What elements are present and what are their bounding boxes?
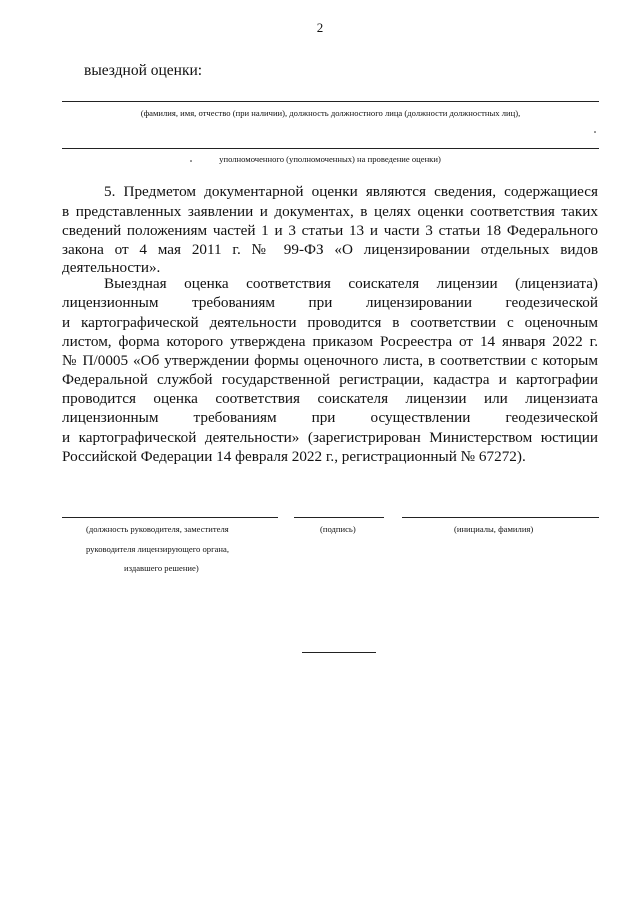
paragraph-1-line: сведений положениям частей 1 и 3 статьи 13 и части 3 статьи 18 Федерального: [62, 222, 598, 239]
paragraph-2-line: лицензионным требованиям при осуществлении геодезической: [62, 409, 598, 426]
paragraph-1-line: деятельности».: [62, 259, 161, 276]
end-of-document-line: [302, 652, 376, 653]
speck: [594, 131, 596, 133]
paragraph-2-line: Выездная оценка соответствия соискателя лицензии (лицензиата): [104, 275, 598, 292]
paragraph-1-line: 5. Предметом документарной оценки являются сведения, содержащиеся: [104, 183, 598, 200]
officials-caption: (фамилия, имя, отчество (при наличии), должность должностного лица (должности должностных лиц),: [140, 108, 521, 118]
position-caption-line: (должность руководителя, заместителя: [86, 524, 229, 534]
authorized-fill-line: [62, 148, 599, 149]
paragraph-1-line: в представленных заявлении и документах, в целях оценки соответствия таких: [62, 203, 598, 220]
paragraph-2-line: проводится оценка соответствия соискателя лицензии или лицензиата: [62, 390, 598, 407]
signature-caption: (подпись): [320, 524, 356, 534]
paragraph-2-line: листом, форма которого утверждена приказом Росреестра от 14 января 2022 г.: [62, 333, 598, 350]
signature-fill-line: [294, 517, 384, 518]
paragraph-2-line: Российской Федерации 14 февраля 2022 г., регистрационный № 67272).: [62, 448, 526, 465]
paragraph-1-line: закона от 4 мая 2011 г. № 99-ФЗ «О лицензировании отдельных видов: [62, 241, 598, 258]
initials-caption: (инициалы, фамилия): [454, 524, 534, 534]
page-number: 2: [316, 20, 324, 35]
position-caption-line: издавшего решение): [124, 563, 199, 573]
paragraph-2-line: лицензионным требованиям при лицензировании геодезической: [62, 294, 598, 311]
officials-fill-line: [62, 101, 599, 102]
speck: [190, 160, 192, 162]
position-caption-line: руководителя лицензирующего органа,: [86, 544, 229, 554]
initials-fill-line: [402, 517, 599, 518]
paragraph-2-line: Федеральной службой государственной регистрации, кадастра и картографии: [62, 371, 598, 388]
position-fill-line: [62, 517, 278, 518]
paragraph-2-line: и картографической деятельности проводится в соответствии с оценочным: [62, 314, 598, 331]
section-heading: выездной оценки:: [84, 62, 203, 79]
paragraph-2-line: и картографической деятельности» (зарегистрирован Министерством юстиции: [62, 429, 598, 446]
authorized-caption: уполномоченного (уполномоченных) на проведение оценки): [219, 154, 441, 164]
paragraph-2-line: № П/0005 «Об утверждении формы оценочного листа, в соответствии с которым: [62, 352, 598, 369]
